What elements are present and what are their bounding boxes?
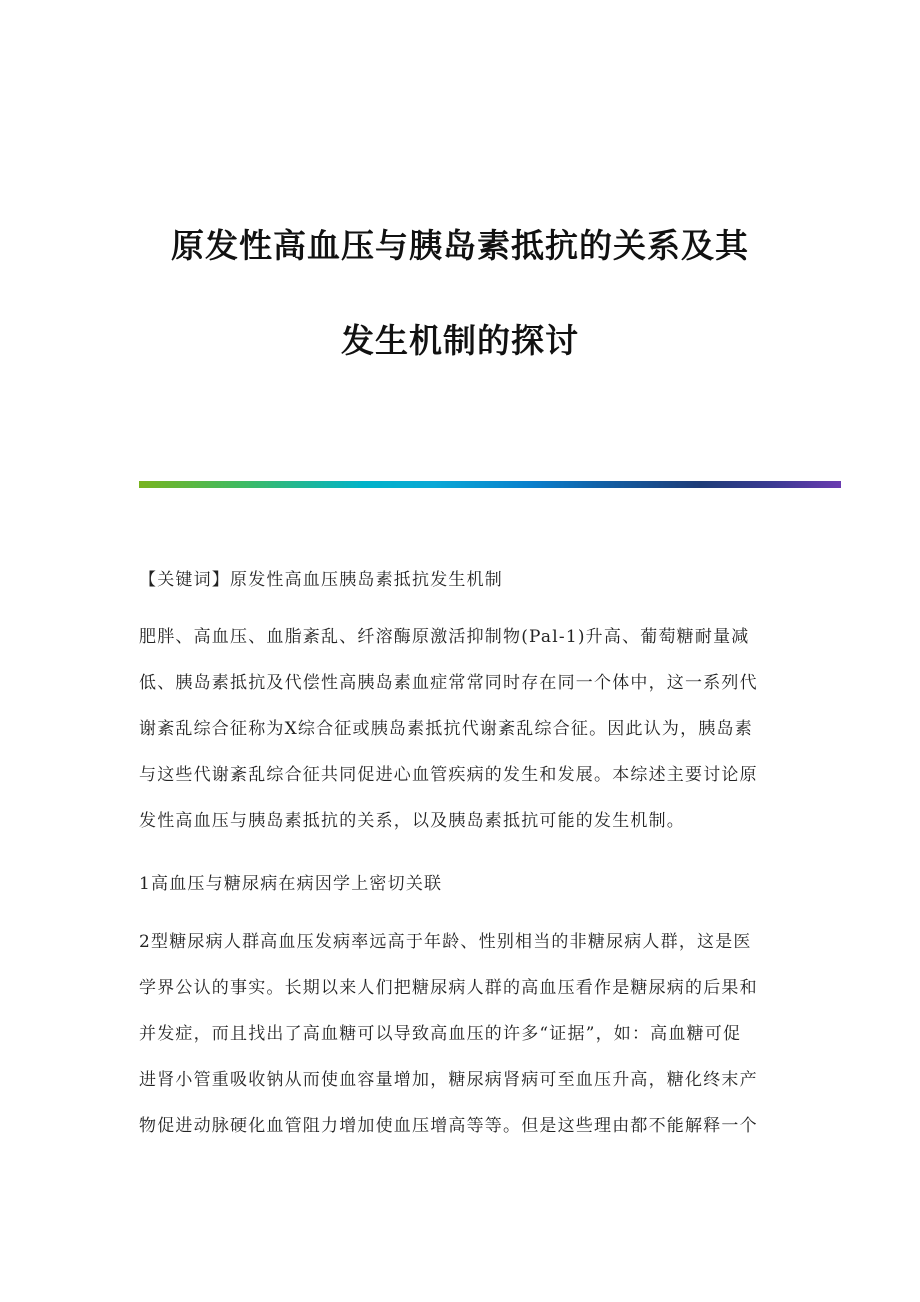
paragraph-1-line-3: 谢紊乱综合征称为X综合征或胰岛素抵抗代谢紊乱综合征。因此认为，胰岛素 [139, 719, 753, 739]
document-title-line-2: 发生机制的探讨 [341, 321, 579, 360]
paragraph-1-line-4: 与这些代谢紊乱综合征共同促进心血管疾病的发生和发展。本综述主要讨论原 [139, 765, 758, 785]
paragraph-2-line-5: 物促进动脉硬化血管阻力增加使血压增高等等。但是这些理由都不能解释一个 [139, 1116, 758, 1136]
paragraph-2-line-1: 2型糖尿病人群高血压发病率远高于年龄、性别相当的非糖尿病人群，这是医 [139, 932, 752, 952]
paragraph-1-line-1: 肥胖、高血压、血脂紊乱、纤溶酶原激活抑制物(Pal-1)升高、葡萄糖耐量减 [139, 627, 750, 647]
paragraph-1-line-5: 发性高血压与胰岛素抵抗的关系，以及胰岛素抵抗可能的发生机制。 [139, 811, 685, 831]
paragraph-2-line-2: 学界公认的事实。长期以来人们把糖尿病人群的高血压看作是糖尿病的后果和 [139, 978, 758, 998]
paragraph-2-line-3: 并发症，而且找出了高血糖可以导致高血压的许多“证据”，如：高血糖可促 [139, 1024, 742, 1044]
gradient-divider [139, 481, 841, 488]
paragraph-2-line-4: 进肾小管重吸收钠从而使血容量增加，糖尿病肾病可至血压升高，糖化终末产 [139, 1070, 758, 1090]
section-1-heading: 1高血压与糖尿病在病因学上密切关联 [139, 874, 443, 894]
document-title-line-1: 原发性高血压与胰岛素抵抗的关系及其 [171, 226, 749, 265]
keywords-line: 【关键词】原发性高血压胰岛素抵抗发生机制 [139, 570, 503, 590]
paragraph-1-line-2: 低、胰岛素抵抗及代偿性高胰岛素血症常常同时存在同一个体中，这一系列代 [139, 673, 758, 693]
